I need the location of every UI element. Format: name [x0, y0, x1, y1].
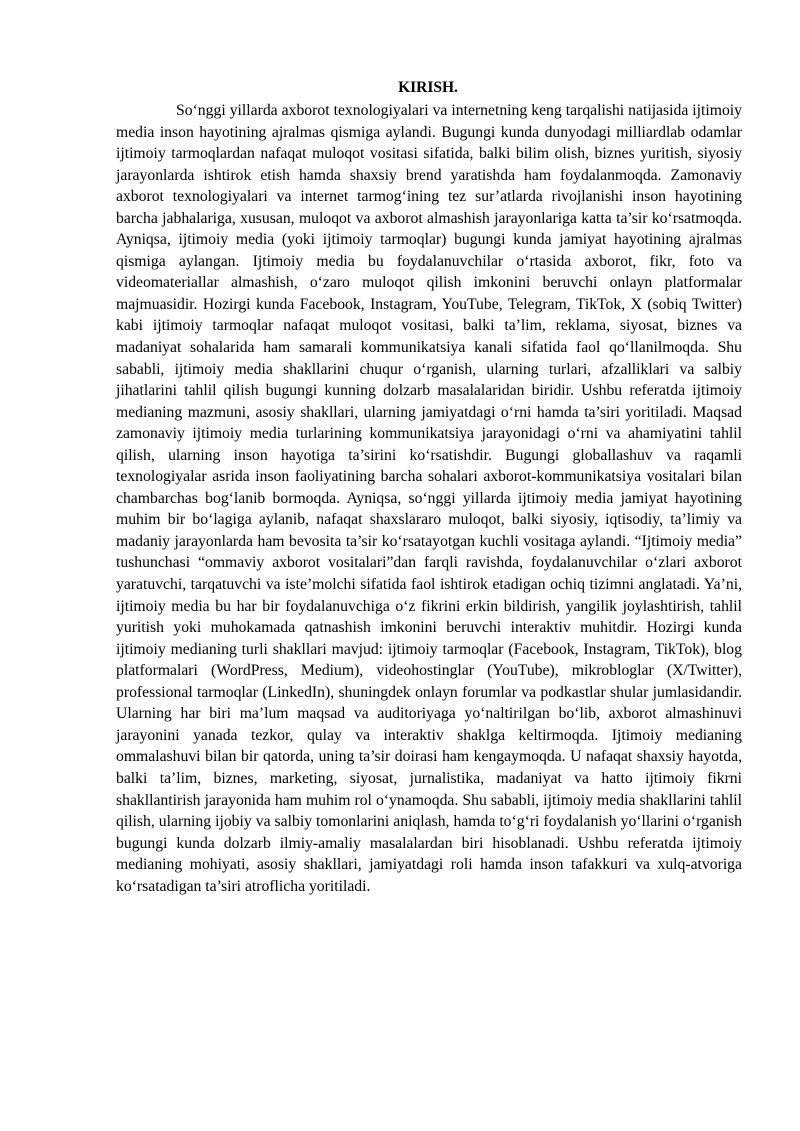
- section-title: KIRISH.: [398, 79, 458, 96]
- intro-paragraph: So‘nggi yillarda axborot texnologiyalari va internetning keng tarqalishi natijasida ijtimoiy media inson hayotining ajralmas qismiga aylandi. Bugungi kunda dunyodagi milliardlab odamlar ijtimoiy tarmoqlardan nafaqat muloqot vositasi sifatida, balki bilim olish, biznes yuritish, siyosiy jarayonlarda ishtirok etish hamda shaxsiy brend yaratishda ham foydalanmoqda. Zamonaviy axborot texnologiyalari va internet tarmog‘ining tez sur’atlarda rivojlanishi inson hayotining barcha jabhalariga, xususan, muloqot va axborot almashish jarayonlariga katta ta’sir ko‘rsatmoqda. Ayniqsa, ijtimoiy media (yoki ijtimoiy tarmoqlar) bugungi kunda jamiyat hayotining ajralmas qismiga aylangan. Ijtimoiy media bu foydalanuvchilar o‘rtasida axborot, fikr, foto va videomateriallar almashish, o‘zaro muloqot qilish imkonini beruvchi onlayn platformalar majmuasidir. Hozirgi kunda Facebook, Instagram, YouTube, Telegram, TikTok, X (sobiq Twitter) kabi ijtimoiy tarmoqlar nafaqat muloqot vositasi, balki ta’lim, reklama, siyosat, biznes va madaniyat sohalarida ham samarali kommunikatsiya kanali sifatida faol qo‘llanilmoqda. Shu sababli, ijtimoiy media shakllarini chuqur o‘rganish, ularning turlari, afzalliklari va salbiy jihatlarini tahlil qilish bugungi kunning dolzarb masalalaridan biridir. Ushbu referatda ijtimoiy medianing mazmuni, asosiy shakllari, ularning jamiyatdagi o‘rni hamda ta’siri yoritiladi. Maqsad zamonaviy ijtimoiy media turlarining kommunikatsiya jarayonidagi o‘rni va ahamiyatini tahlil qilish, ularning inson hayotiga ta’sirini ko‘rsatishdir. Bugungi globallashuv va raqamli texnologiyalar asrida inson faoliyatining barcha sohalari axborot-kommunikatsiya vositalari bilan chambarchas bog‘lanib bormoqda. Ayniqsa, so‘nggi yillarda ijtimoiy media jamiyat hayotining muhim bir bo‘lagiga aylanib, nafaqat shaxslararo muloqot, balki siyosiy, iqtisodiy, ta’limiy va madaniy jarayonlarda ham bevosita ta’sir ko‘rsatayotgan kuchli vositaga aylandi. “Ijtimoiy media” tushunchasi “ommaviy axborot vositalari”dan farqli ravishda, foydalanuvchilar o‘zlari axborot yaratuvchi, tarqatuvchi va iste’molchi sifatida faol ishtirok etadigan ochiq tizimni anglatadi. Ya’ni, ijtimoiy media bu har bir foydalanuvchiga o‘z fikrini erkin bildirish, yangilik joylashtirish, tahlil yuritish yoki muhokamada qatnashish imkonini beruvchi interaktiv muhitdir. Hozirgi kunda ijtimoiy medianing turli shakllari mavjud: ijtimoiy tarmoqlar (Facebook, Instagram, TikTok), blog platformalari (WordPress, Medium), videohostinglar (YouTube), mikrobloglar (X/Twitter), professional tarmoqlar (LinkedIn), shuningdek onlayn forumlar va podkastlar shular jumlasidandir. Ularning har biri ma’lum maqsad va auditoriyaga yo‘naltirilgan bo‘lib, axborot almashinuvi jarayonini yanada tezkor, qulay va interaktiv shaklga keltirmoqda. Ijtimoiy medianing ommalashuvi bilan bir qatorda, uning ta’sir doirasi ham kengaymoqda. U nafaqat shaxsiy hayotda, balki ta’lim, biznes, marketing, siyosat, jurnalistika, madaniyat va hatto ijtimoiy fikrni shakllantirish jarayonida ham muhim rol o‘ynamoqda. Shu sababli, ijtimoiy media shakllarini tahlil qilish, ularning ijobiy va salbiy tomonlarini aniqlash, hamda to‘g‘ri foydalanish yo‘llarini o‘rganish bugungi kunda dolzarb ilmiy-amaliy masalalardan biri hisoblanadi. Ushbu referatda ijtimoiy medianing mohiyati, asosiy shakllari, jamiyatdagi roli hamda inson tafakkuri va xulq-atvoriga ko‘rsatadigan ta’siri atroflicha yoritiladi.: [116, 102, 742, 895]
